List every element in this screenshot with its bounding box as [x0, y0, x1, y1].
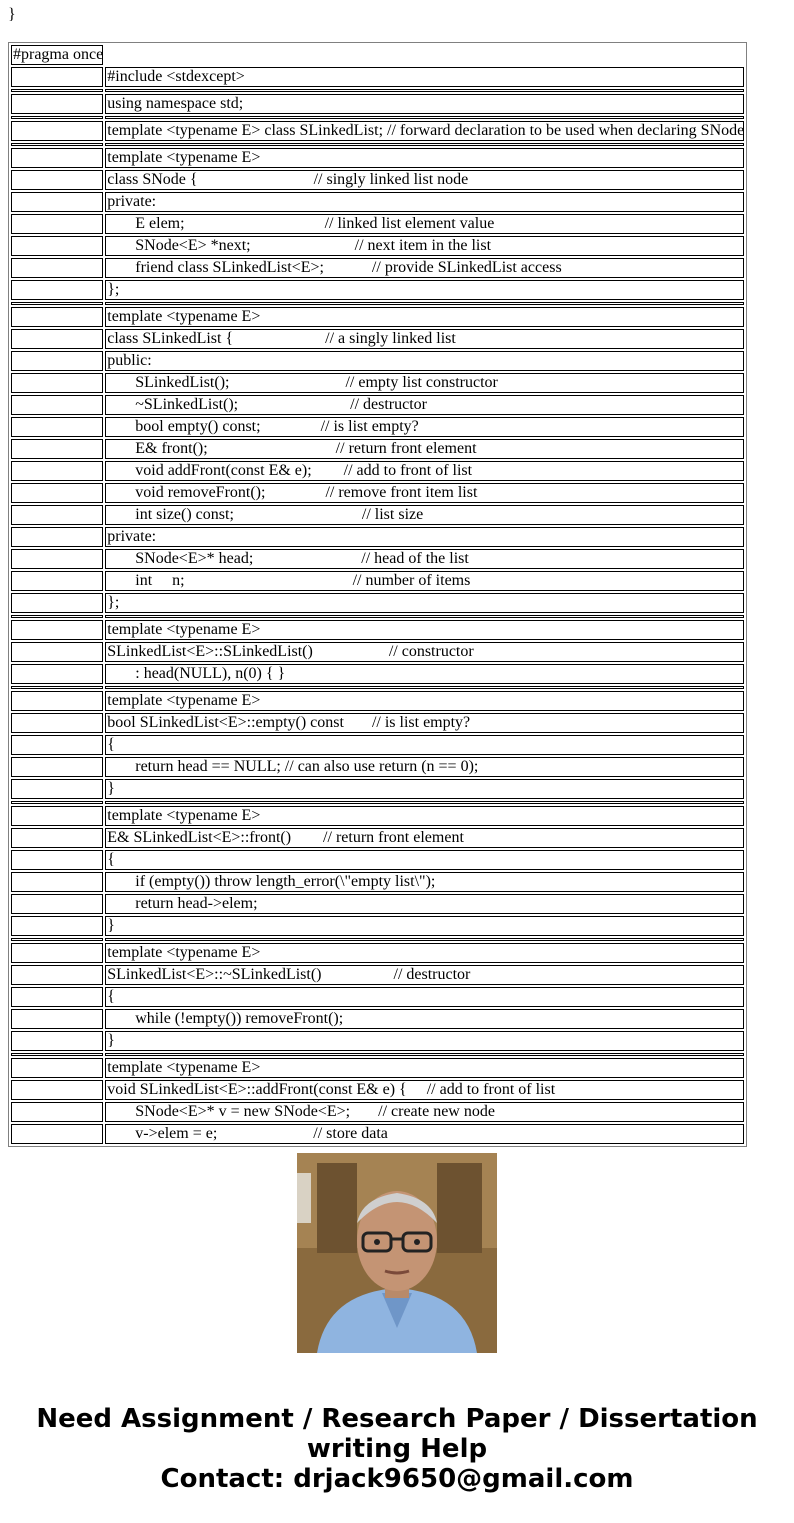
table-row: [11, 1009, 744, 1029]
code-line: template <typename E>: [105, 620, 744, 640]
table-row: [11, 505, 744, 525]
line-label-cell: [11, 894, 103, 914]
line-label-cell: [11, 395, 103, 415]
line-label-cell: [11, 373, 103, 393]
code-line: return head == NULL; // can also use return (n == 0);: [105, 757, 744, 777]
line-label-cell: [11, 1058, 103, 1078]
code-line: }: [105, 779, 744, 799]
line-label-cell: [11, 806, 103, 826]
code-line: private:: [105, 527, 744, 547]
table-row: [11, 757, 744, 777]
banner-line-2: writing Help: [306, 1434, 488, 1464]
line-label-cell: [11, 1124, 103, 1144]
row-separator: [11, 801, 744, 804]
code-line: template <typename E>: [105, 943, 744, 963]
contact-banner: [0, 1404, 794, 1494]
table-row: [11, 121, 744, 141]
code-line: }: [105, 916, 744, 936]
code-line: E elem; // linked list element value: [105, 214, 744, 234]
code-line: if (empty()) throw length_error(\"empty list\");: [105, 872, 744, 892]
table-row: [11, 439, 744, 459]
line-label-cell: [11, 1009, 103, 1029]
code-line: template <typename E>: [105, 148, 744, 168]
empty-cell: [105, 45, 744, 65]
row-separator: [11, 116, 744, 119]
line-label-cell: [11, 943, 103, 963]
code-line: SLinkedList(); // empty list constructor: [105, 373, 744, 393]
table-row: [11, 94, 744, 114]
table-row: [11, 67, 744, 87]
line-label-cell: [11, 593, 103, 613]
table-row: [11, 943, 744, 963]
table-row: [11, 351, 744, 371]
code-line: int n; // number of items: [105, 571, 744, 591]
table-row: [11, 148, 744, 168]
table-row: [11, 280, 744, 300]
table-row: [11, 735, 744, 755]
code-line: void SLinkedList<E>::addFront(const E& e) { // add to front of list: [105, 1080, 744, 1100]
pragma-cell: #pragma once: [13, 46, 104, 63]
code-line: E& SLinkedList<E>::front() // return front element: [105, 828, 744, 848]
table-row: [11, 258, 744, 278]
table-row: [11, 1058, 744, 1078]
code-line: friend class SLinkedList<E>; // provide SLinkedList access: [105, 258, 744, 278]
code-line: return head->elem;: [105, 894, 744, 914]
code-line: : head(NULL), n(0) { }: [105, 664, 744, 684]
line-label-cell: [11, 850, 103, 870]
line-label-cell: [11, 620, 103, 640]
line-label-cell: [11, 872, 103, 892]
banner-line-1: Need Assignment / Research Paper / Dissertation: [36, 1404, 758, 1434]
code-line: bool SLinkedList<E>::empty() const // is list empty?: [105, 713, 744, 733]
row-separator: [11, 89, 744, 92]
line-label-cell: [11, 214, 103, 234]
code-line: void removeFront(); // remove front item list: [105, 483, 744, 503]
line-label-cell: [11, 527, 103, 547]
table-row: [11, 170, 744, 190]
code-line: SNode<E> *next; // next item in the list: [105, 236, 744, 256]
line-label-cell: [11, 1031, 103, 1051]
banner-line-3: Contact: drjack9650@gmail.com: [160, 1464, 634, 1494]
code-line: }: [105, 1031, 744, 1051]
table-row: [11, 806, 744, 826]
table-row: [11, 45, 744, 65]
table-row: [11, 214, 744, 234]
line-label-cell: [11, 713, 103, 733]
table-row: [11, 850, 744, 870]
table-row: [11, 192, 744, 212]
code-line: SLinkedList<E>::~SLinkedList() // destructor: [105, 965, 744, 985]
line-label-cell: [11, 1102, 103, 1122]
table-row: [11, 483, 744, 503]
code-table: [8, 42, 747, 1147]
table-row: [11, 828, 744, 848]
line-label-cell: [11, 307, 103, 327]
table-row: [11, 779, 744, 799]
code-line: E& front(); // return front element: [105, 439, 744, 459]
code-line: };: [105, 593, 744, 613]
line-label-cell: [11, 170, 103, 190]
code-line: };: [105, 280, 744, 300]
table-row: [11, 527, 744, 547]
line-label-cell: [11, 916, 103, 936]
line-label-cell: [11, 148, 103, 168]
line-label-cell: [11, 642, 103, 662]
code-line: template <typename E>: [105, 307, 744, 327]
table-row: [11, 461, 744, 481]
code-line: SNode<E>* head; // head of the list: [105, 549, 744, 569]
table-row: [11, 664, 744, 684]
row-separator: [11, 686, 744, 689]
line-label-cell: [11, 505, 103, 525]
line-label-cell: [11, 121, 103, 141]
code-line: private:: [105, 192, 744, 212]
table-row: [11, 894, 744, 914]
row-separator: [11, 615, 744, 618]
line-label-cell: [11, 549, 103, 569]
code-line: SLinkedList<E>::SLinkedList() // constructor: [105, 642, 744, 662]
row-separator: [11, 938, 744, 941]
line-label-cell: [11, 439, 103, 459]
table-row: [11, 417, 744, 437]
code-line: template <typename E>: [105, 691, 744, 711]
table-row: [11, 987, 744, 1007]
portrait-image: [297, 1153, 497, 1353]
row-separator: [11, 302, 744, 305]
line-label-cell: [11, 461, 103, 481]
line-label-cell: [11, 258, 103, 278]
line-label-cell: [11, 280, 103, 300]
code-line: bool empty() const; // is list empty?: [105, 417, 744, 437]
table-row: [11, 395, 744, 415]
code-line: template <typename E>: [105, 806, 744, 826]
code-line: while (!empty()) removeFront();: [105, 1009, 744, 1029]
table-row: [11, 329, 744, 349]
line-label-cell: [11, 417, 103, 437]
code-line: public:: [105, 351, 744, 371]
author-photo: [297, 1153, 497, 1353]
code-line: class SLinkedList { // a singly linked list: [105, 329, 744, 349]
line-label-cell: [11, 67, 103, 87]
code-line: int size() const; // list size: [105, 505, 744, 525]
row-separator: [11, 1053, 744, 1056]
code-line: template <typename E> class SLinkedList; // forward declaration to be used when declaring SNode: [107, 122, 745, 139]
line-label-cell: [11, 691, 103, 711]
line-label-cell: [11, 828, 103, 848]
table-row: [11, 593, 744, 613]
code-listing: [8, 42, 747, 1142]
code-fragment-brace: }: [8, 6, 16, 23]
line-label-cell: [11, 987, 103, 1007]
line-label-cell: [11, 329, 103, 349]
code-line: v->elem = e; // store data: [105, 1124, 744, 1144]
table-row: [11, 1080, 744, 1100]
table-row: [11, 620, 744, 640]
line-label-cell: [11, 1080, 103, 1100]
line-label-cell: [11, 779, 103, 799]
row-separator: [11, 143, 744, 146]
table-row: [11, 1124, 744, 1144]
line-label-cell: [11, 351, 103, 371]
line-label-cell: [11, 236, 103, 256]
line-label-cell: [11, 94, 103, 114]
table-row: [11, 872, 744, 892]
line-label-cell: [11, 571, 103, 591]
code-line: using namespace std;: [105, 94, 744, 114]
table-row: [11, 307, 744, 327]
code-line: {: [105, 850, 744, 870]
table-row: [11, 916, 744, 936]
table-row: [11, 965, 744, 985]
table-row: [11, 571, 744, 591]
table-row: [11, 549, 744, 569]
line-label-cell: [11, 192, 103, 212]
table-row: [11, 373, 744, 393]
code-line: {: [105, 735, 744, 755]
table-row: [11, 713, 744, 733]
table-row: [11, 236, 744, 256]
code-line: template <typename E>: [105, 1058, 744, 1078]
code-line: ~SLinkedList(); // destructor: [105, 395, 744, 415]
table-row: [11, 642, 744, 662]
table-row: [11, 1031, 744, 1051]
line-label-cell: [11, 664, 103, 684]
line-label-cell: [11, 965, 103, 985]
code-line: class SNode { // singly linked list node: [105, 170, 744, 190]
code-line: #include <stdexcept>: [105, 67, 744, 87]
line-label-cell: [11, 757, 103, 777]
table-row: [11, 1102, 744, 1122]
table-row: [11, 691, 744, 711]
code-line: SNode<E>* v = new SNode<E>; // create new node: [105, 1102, 744, 1122]
code-line: {: [105, 987, 744, 1007]
code-line: void addFront(const E& e); // add to front of list: [105, 461, 744, 481]
line-label-cell: [11, 735, 103, 755]
line-label-cell: [11, 483, 103, 503]
